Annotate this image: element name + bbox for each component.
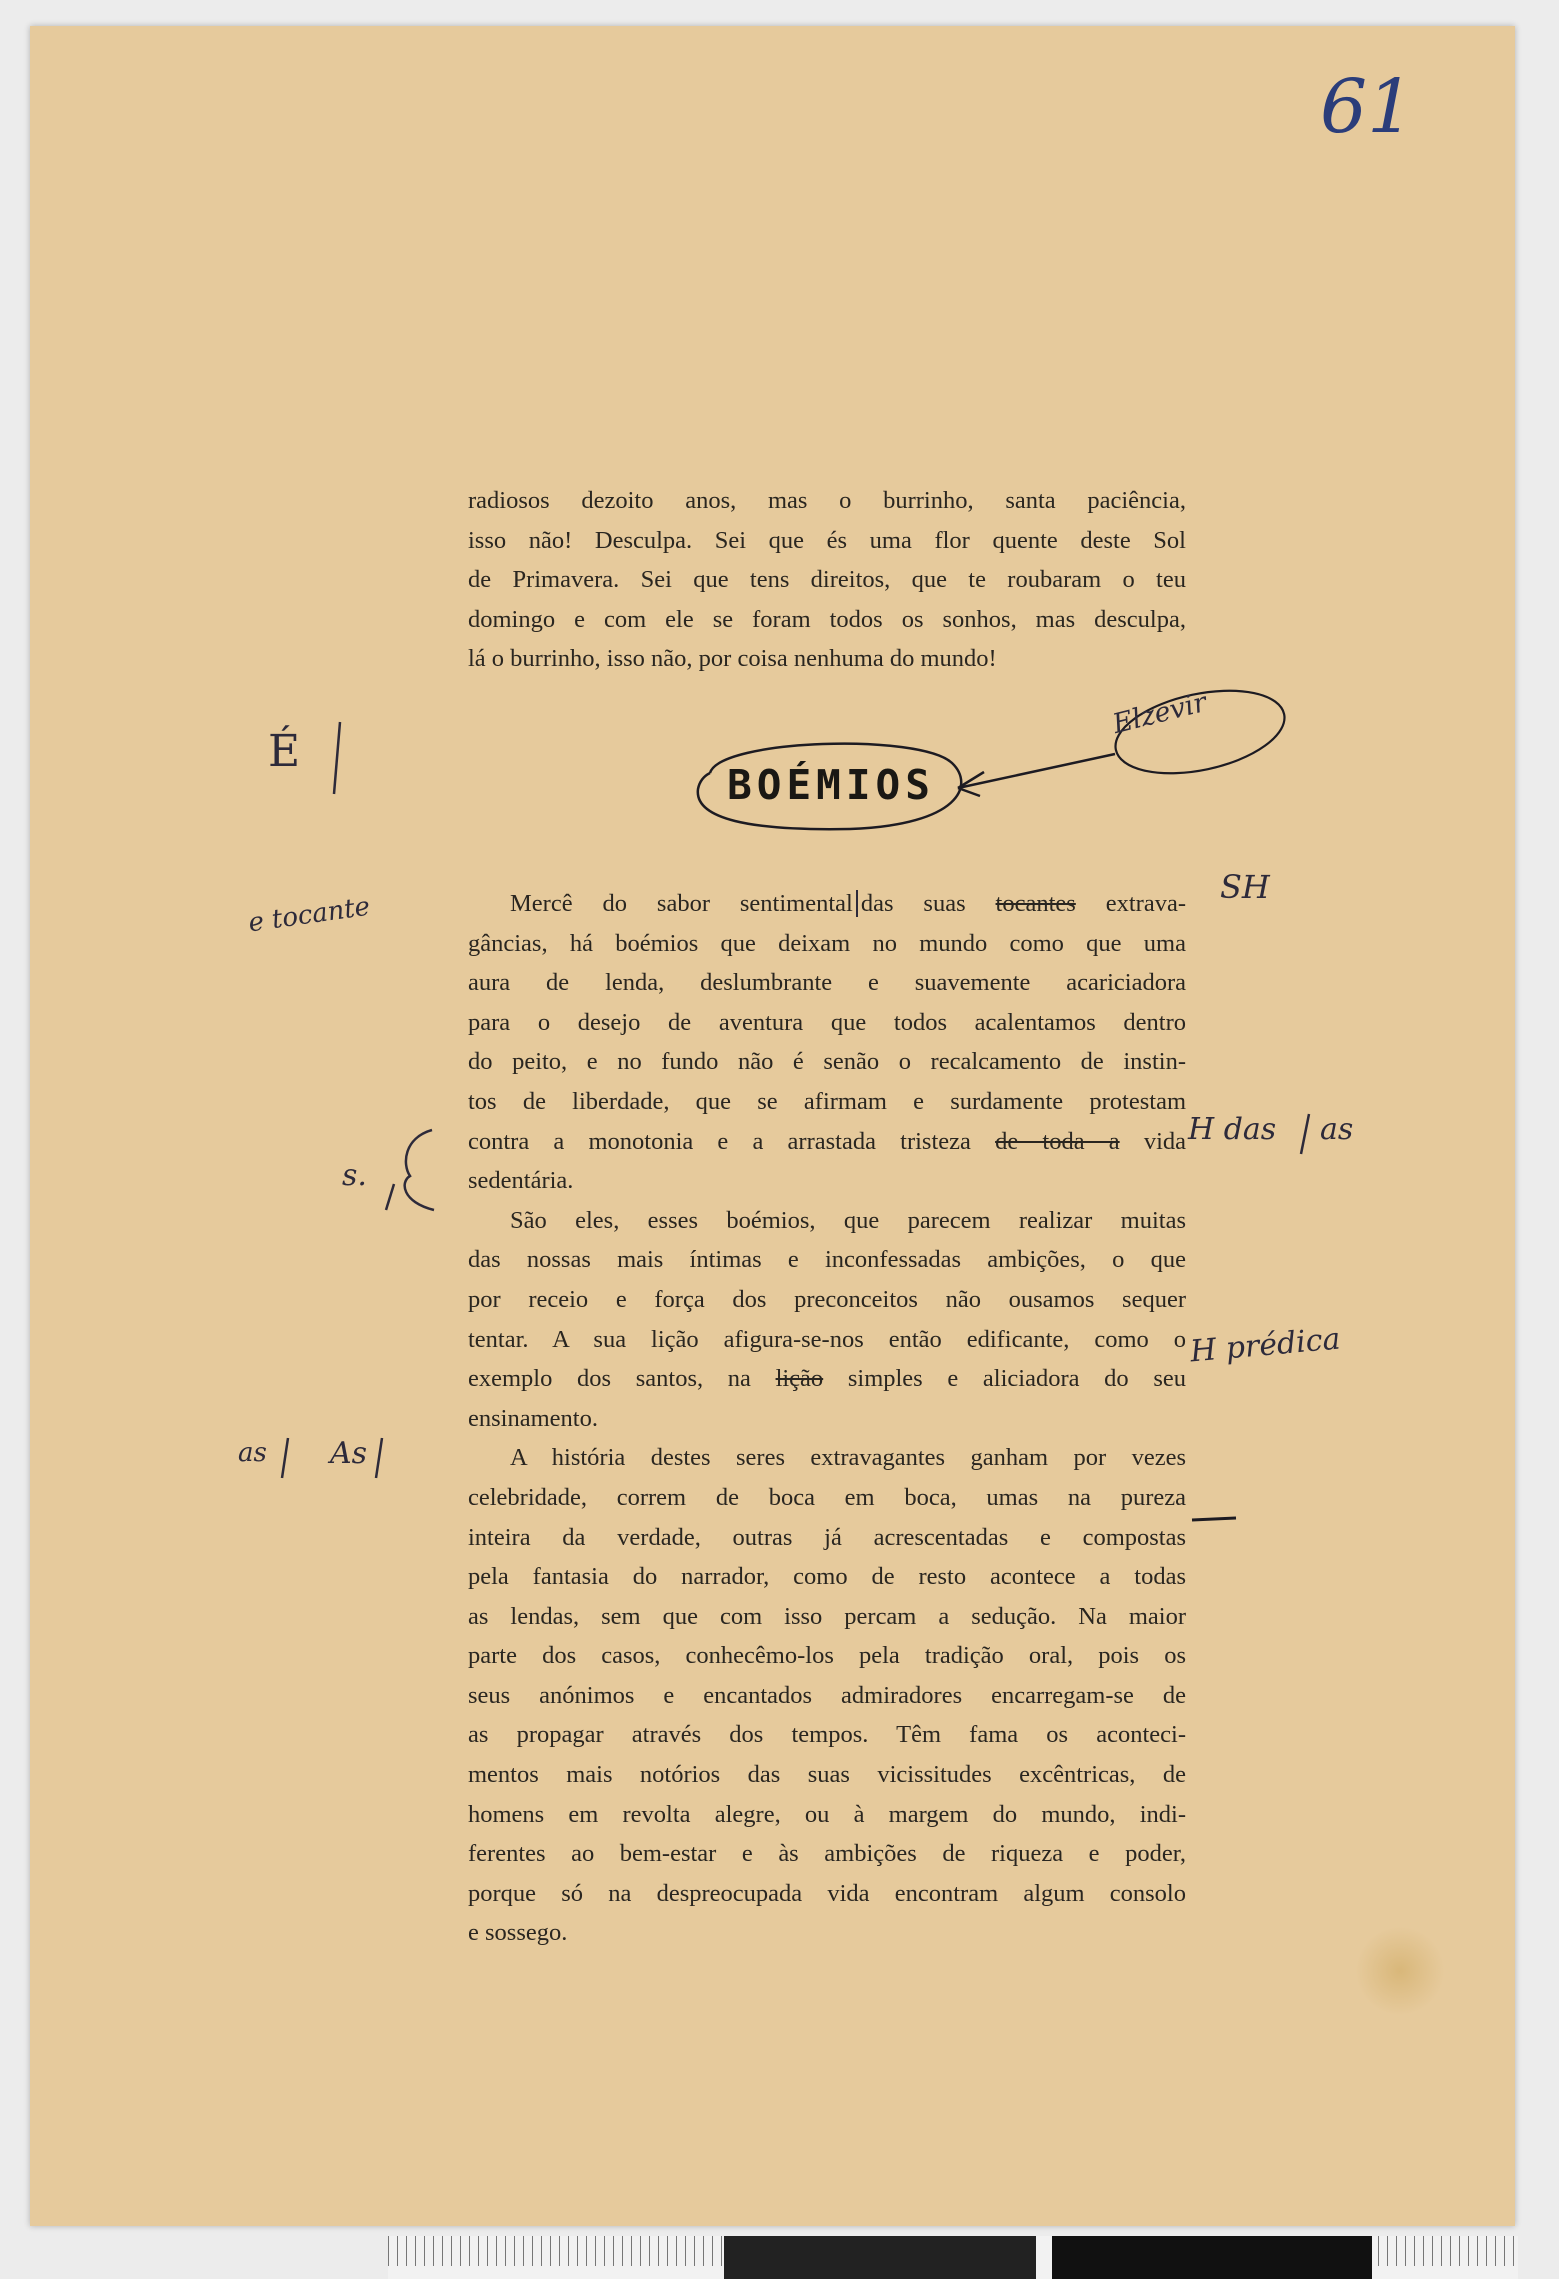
text-line: São eles, esses boémios, que parecem realizar muitas [510,1206,1186,1234]
text-line: contra a monotonia e a arrastada tristeza de toda a vida [468,1127,1187,1155]
text-line: parte dos casos, conhecêmo-los pela tradição oral, pois os [468,1642,1186,1670]
text-line: mentos mais notórios das suas vicissitudes excêntricas, de [468,1761,1186,1789]
text-line: as lendas, sem que com isso percam a sedução. Na maior [468,1602,1186,1630]
text-line: lá o burrinho, isso não, por coisa nenhuma do mundo! [468,645,997,673]
text-line: de Primavera. Sei que tens direitos, que te roubaram o teu [468,566,1186,594]
margin-dash-mark [1190,1510,1240,1530]
ruler-ticks [388,2236,728,2266]
margin-note-as-lower: as [238,1438,267,1468]
color-scale-bar [388,2236,1518,2279]
arrow-to-note-mark [950,676,1310,816]
margin-note-h-das: H das [1188,1112,1277,1147]
text-line: porque só na despreocupada vida encontram algum consolo [468,1879,1186,1907]
margin-note-s: s. [342,1158,367,1193]
margin-note-sh: SH [1220,868,1270,906]
text-line: exemplo dos santos, na lição simples e aliciadora do seu [468,1365,1186,1393]
margin-slash-mark [276,1434,296,1484]
text-line: inteira da verdade, outras já acrescentadas e compostas [468,1523,1186,1551]
manuscript-page [30,26,1515,2226]
heading-block [690,733,972,833]
text-line: tentar. A sua lição afigura-se-nos então edificante, como o [468,1325,1186,1353]
text-line: e sossego. [468,1919,568,1947]
text-line: para o desejo de aventura que todos acalentamos dentro [468,1008,1186,1036]
text-line: das nossas mais íntimas e inconfessadas ambições, o que [468,1246,1186,1274]
top-paragraph [468,481,1186,679]
margin-note-accent: É [268,726,301,777]
text-line: celebridade, correm de boca em boca, umas na pureza [468,1483,1186,1511]
font-note: Elzevir [1109,686,1210,741]
margin-note-h-predica: H prédica [1188,1321,1342,1370]
margin-note-as-right: as [1320,1112,1354,1147]
text-line: ferentes ao bem-estar e às ambições de riqueza e poder, [468,1840,1186,1868]
text-line: A história destes seres extravagantes ganham por vezes [510,1444,1186,1472]
text-line: Mercê do sabor sentimental das suas tocantes extrava- [510,890,1186,917]
text-line: homens em revolta alegre, ou à margem do mundo, indi- [468,1800,1186,1828]
margin-note-as-upper: As [330,1436,368,1471]
text-line: do peito, e no fundo não é senão o recalcamento de instin- [468,1048,1186,1076]
section-heading: BOÉMIOS [727,761,935,809]
text-line: seus anónimos e encantados admiradores encarregam-se de [468,1681,1186,1709]
text-line: pela fantasia do narrador, como de resto acontece a todas [468,1563,1186,1591]
text-line: isso não! Desculpa. Sei que és uma flor quente deste Sol [468,526,1186,554]
page-number: 61 [1320,64,1415,150]
scale-block [724,2236,1036,2279]
margin-slash-mark [328,718,348,798]
text-line: tos de liberdade, que se afirmam e surdamente protestam [468,1087,1186,1115]
margin-slash-mark [370,1434,390,1484]
ruler-ticks [1378,2236,1518,2266]
text-line: aura de lenda, deslumbrante e suavemente acariciadora [468,969,1186,997]
text-line: as propagar através dos tempos. Têm fama os aconteci- [468,1721,1186,1749]
margin-slash-mark [1295,1110,1315,1160]
margin-bracket-mark [380,1124,440,1214]
text-line: gâncias, há boémios que deixam no mundo como que uma [468,929,1186,957]
text-line: sedentária. [468,1167,574,1195]
text-line: ensinamento. [468,1404,598,1432]
scale-block [1052,2236,1372,2279]
margin-note-e-tocante: e tocante [246,891,372,939]
body-paragraphs [468,884,1186,1953]
text-line: domingo e com ele se foram todos os sonhos, mas desculpa, [468,605,1186,633]
text-line: por receio e força dos preconceitos não ousamos sequer [468,1285,1186,1313]
text-line: radiosos dezoito anos, mas o burrinho, santa paciência, [468,487,1186,514]
